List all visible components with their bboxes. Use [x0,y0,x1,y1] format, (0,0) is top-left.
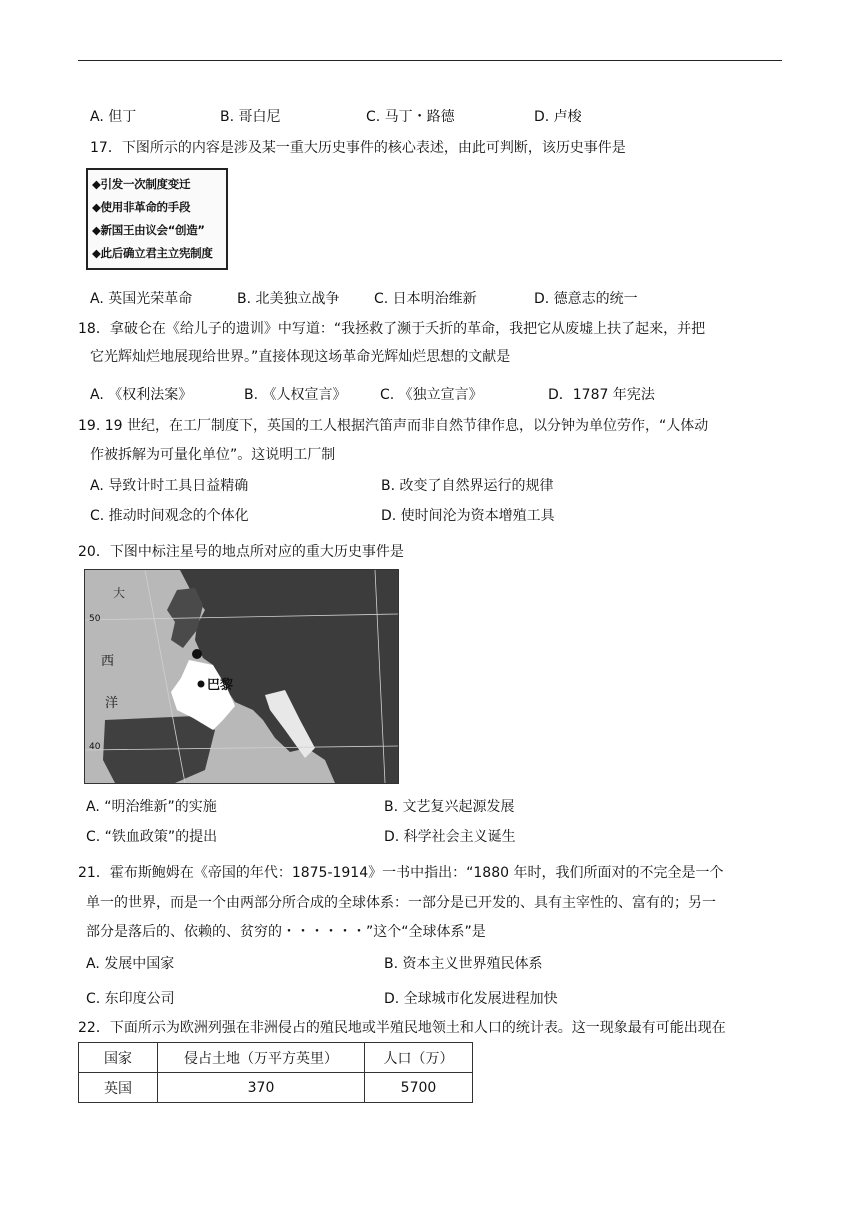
q16-option-b: B. 哥白尼 [220,109,281,125]
europe-map [84,569,399,784]
q20-stem: 20．下图中标注星号的地点所对应的重大历史事件是 [78,544,404,560]
star-marker [192,649,202,659]
table-header-row [79,1043,473,1073]
table-cell: 370 [158,1073,365,1103]
map-label-top: 大 [113,586,126,600]
q18-stem-line2: 它光辉灿烂地展现给世界。”直接体现这场革命光辉灿烂思想的文献是 [90,349,511,365]
q20-option-b: B. 文艺复兴起源发展 [384,799,515,815]
q19-option-a: A. 导致计时工具日益精确 [90,478,249,494]
q21-option-a: A. 发展中国家 [86,956,175,972]
q18-option-c: C. 《独立宣言》 [380,387,483,403]
table-cell: 5700 [365,1073,473,1103]
header-rule [78,60,782,61]
q22-stem: 22．下面所示为欧洲列强在非洲侵占的殖民地或半殖民地领土和人口的统计表。这一现象最有可能出现在 [78,1020,726,1036]
q18-option-d: D．1787 年宪法 [548,387,655,403]
q19-stem-line1: 19. 19 世纪，在工厂制度下，英国的工人根据汽笛声而非自然节律作息，以分钟为单位劳作，“人体动 [78,418,709,434]
q18-option-b: B. 《人权宣言》 [244,387,347,403]
q17-option-d: D. 德意志的统一 [534,291,638,307]
q17-stem: 17．下图所示的内容是涉及某一重大历史事件的核心表述，由此可判断，该历史事件是 [90,140,626,156]
table-cell: 英国 [79,1073,158,1103]
q21-option-b: B. 资本主义世界殖民体系 [384,956,543,972]
table-header: 国家 [79,1043,158,1073]
table-row [79,1073,473,1103]
colony-stats-table [78,1042,473,1103]
q17-option-c: C. 日本明治维新 [374,291,477,307]
table-header: 侵占土地（万平方英里） [158,1043,365,1073]
map-label-lat-50: 50 [89,614,101,624]
q18-option-a: A. 《权利法案》 [90,387,193,403]
q17-figure-line: ◆使用非革命的手段 [92,200,191,214]
q20-option-c: C. “铁血政策”的提出 [86,829,218,845]
map-label-sea-1: 西 [101,654,115,669]
q16-option-a: A. 但丁 [90,109,137,125]
q16-option-c: C. 马丁・路德 [366,109,455,125]
map-label-sea-2: 洋 [105,696,119,711]
q21-stem-line3: 部分是落后的、依赖的、贫穷的・・・・・・”这个“全球体系”是 [86,924,486,940]
map-label-paris: 巴黎 [207,678,234,693]
q17-figure-line: ◆引发一次制度变迁 [92,177,191,191]
q17-figure-line: ◆新国王由议会“创造” [92,223,205,237]
q17-option-b: B. 北美独立战争 [237,291,340,307]
q18-stem-line1: 18．拿破仑在《给儿子的遗训》中写道：“我拯救了濒于夭折的革命，我把它从废墟上扶了起来，并把 [78,321,706,337]
map-label-lat-40: 40 [89,742,101,752]
q20-option-d: D. 科学社会主义诞生 [384,829,516,845]
q16-option-d: D. 卢梭 [534,109,582,125]
q17-option-a: A. 英国光荣革命 [90,291,193,307]
table-header: 人口（万） [365,1043,473,1073]
paris-dot [198,681,205,688]
q19-option-b: B. 改变了自然界运行的规律 [381,478,554,494]
europe-map-graphic [85,570,398,783]
q17-figure [86,168,228,270]
q19-option-c: C. 推动时间观念的个体化 [90,508,249,524]
q19-stem-line2: 作被拆解为可量化单位”。这说明工厂制 [90,447,336,463]
q20-option-a: A. “明治维新”的实施 [86,799,217,815]
q21-option-d: D. 全球城市化发展进程加快 [384,991,558,1007]
q21-option-c: C. 东印度公司 [86,991,175,1007]
q21-stem-line2: 单一的世界，而是一个由两部分所合成的全球体系：一部分是已开发的、具有主宰性的、富有的；另一 [86,895,716,911]
q21-stem-line1: 21．霍布斯鲍姆在《帝国的年代：1875-1914》一书中指出：“1880 年时，我们所面对的不完全是一个 [78,865,724,881]
q19-option-d: D. 使时间沦为资本增殖工具 [381,508,555,524]
q17-figure-line: ◆此后确立君主立宪制度 [92,246,213,260]
